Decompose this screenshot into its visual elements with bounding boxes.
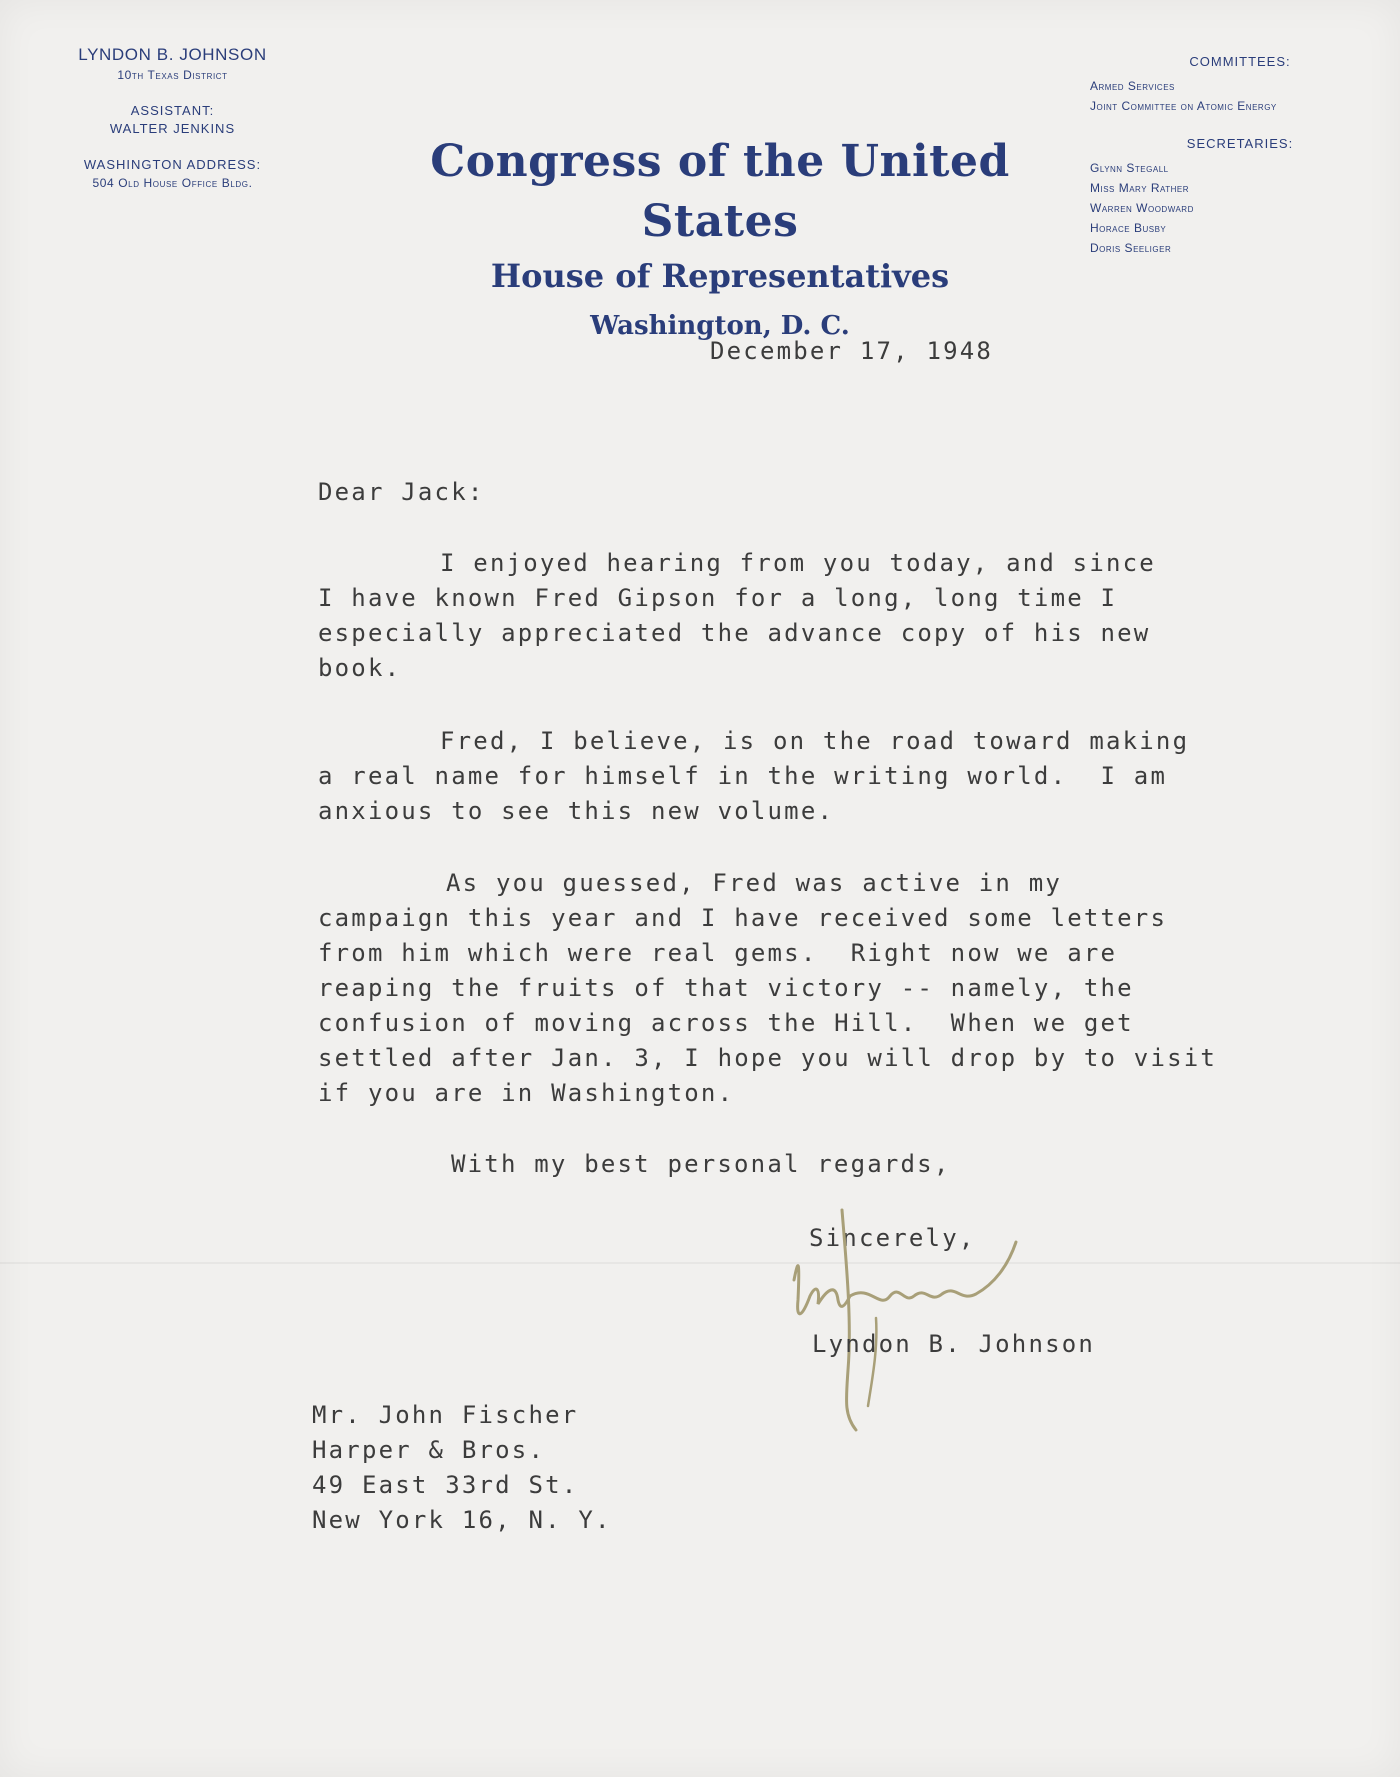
committee-item: Armed Services [1090, 79, 1175, 93]
address-line: Harper & Bros. [312, 1436, 546, 1464]
paragraph-3 [318, 866, 1218, 1111]
member-district: 10th Texas District [117, 68, 228, 82]
assistant-name: WALTER JENKINS [109, 121, 236, 136]
letter-date: December 17, 1948 [710, 337, 994, 365]
committee-item: Joint Committee on Atomic Energy [1090, 99, 1277, 113]
paragraph-line: confusion of moving across the Hill. When we get [318, 1009, 1134, 1037]
paragraph-line: Fred, I believe, is on the road toward making [440, 727, 1190, 755]
assistant-label: ASSISTANT: [130, 103, 215, 118]
paragraph-line: As you guessed, Fred was active in my [446, 869, 1063, 897]
paragraph-line: reaping the fruits of that victory -- namely, the [318, 974, 1134, 1002]
letterhead-house: House of Representatives [490, 257, 950, 295]
secretary-item: Horace Busby [1090, 221, 1167, 235]
salutation: Dear Jack: [318, 478, 485, 506]
paper-fold [0, 1262, 1400, 1264]
recipient-address [312, 1398, 612, 1538]
secretaries-label: SECRETARIES: [1186, 136, 1294, 151]
secretary-item: Glynn Stegall [1090, 161, 1169, 175]
paragraph-line: settled after Jan. 3, I hope you will drop by to visit [318, 1044, 1218, 1072]
letterhead-city: Washington, D. C. [590, 311, 850, 341]
paragraph-1 [318, 546, 1218, 686]
letterhead-right [1090, 52, 1390, 258]
letterhead-center [380, 132, 1060, 346]
paragraph-line: I have known Fred Gipson for a long, long time I [318, 584, 1118, 612]
committees-label: COMMITTEES: [1189, 54, 1291, 69]
paragraph-line: anxious to see this new volume. [318, 797, 835, 825]
address-line: Mr. John Fischer [312, 1401, 579, 1429]
member-name: LYNDON B. JOHNSON [78, 45, 267, 64]
paragraph-line: if you are in Washington. [318, 1079, 735, 1107]
closing-line: With my best personal regards, [451, 1150, 951, 1178]
address-line: New York 16, N. Y. [312, 1506, 612, 1534]
address-line: 49 East 33rd St. [312, 1471, 579, 1499]
typed-signer-name: Lyndon B. Johnson [812, 1330, 1096, 1358]
paragraph-line: I enjoyed hearing from you today, and since [440, 549, 1156, 577]
paragraph-line: campaign this year and I have received some letters [318, 904, 1168, 932]
paragraph-line: especially appreciated the advance copy of his new [318, 619, 1151, 647]
secretary-item: Warren Woodward [1090, 201, 1194, 215]
letterhead-left [40, 44, 305, 192]
paragraph-line: book. [318, 654, 402, 682]
secretary-item: Miss Mary Rather [1090, 181, 1190, 195]
complimentary-close: Sincerely, [809, 1224, 976, 1252]
address-label: WASHINGTON ADDRESS: [83, 157, 262, 172]
paragraph-2 [318, 724, 1218, 829]
paragraph-line: a real name for himself in the writing world. I am [318, 762, 1168, 790]
secretary-item: Doris Seeliger [1090, 241, 1172, 255]
letterhead-congress: Congress of the United States [430, 136, 1010, 247]
paragraph-line: from him which were real gems. Right now we are [318, 939, 1118, 967]
office-address: 504 Old House Office Bldg. [92, 176, 253, 190]
handwritten-signature [780, 1200, 1040, 1440]
